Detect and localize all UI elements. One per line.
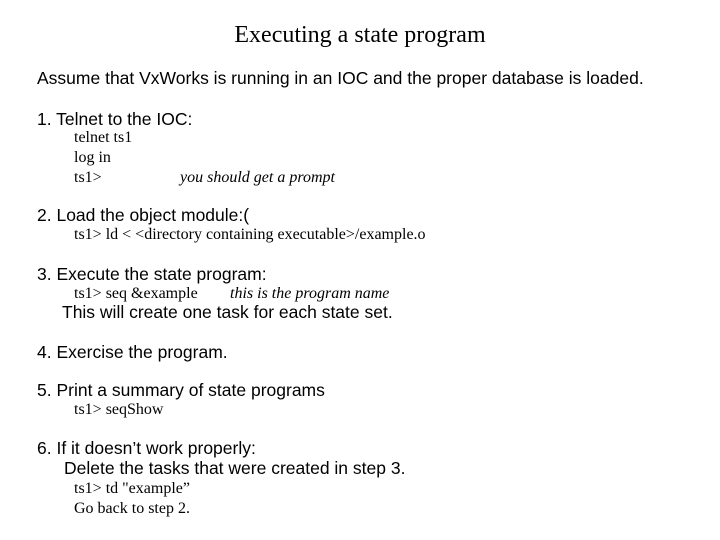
step-3-command: ts1> seq &example [74, 285, 198, 302]
step-3-note: this is the program name [230, 285, 390, 302]
step-2-heading: 2. Load the object module:( [37, 205, 250, 225]
step-4-heading: 4. Exercise the program. [37, 342, 228, 362]
step-3-followup: This will create one task for each state set. [62, 302, 393, 322]
step-6-line-2: Go back to step 2. [74, 500, 190, 517]
step-5-line-1: ts1> seqShow [74, 401, 164, 418]
step-1-line-2: log in [74, 149, 111, 166]
step-6-line-1: ts1> td "example” [74, 480, 190, 497]
step-6-followup: Delete the tasks that were created in step 3. [64, 458, 406, 478]
step-6-heading: 6. If it doesn’t work properly: [37, 438, 256, 458]
step-2-line-1: ts1> ld < <directory containing executable>/example.o [74, 226, 426, 243]
step-1-line-3: ts1> [74, 169, 102, 186]
step-1-heading: 1. Telnet to the IOC: [37, 109, 193, 129]
step-1-note: you should get a prompt [180, 169, 335, 186]
step-3-heading: 3. Execute the state program: [37, 264, 267, 284]
intro-text: Assume that VxWorks is running in an IOC and the proper database is loaded. [37, 68, 644, 88]
step-1-line-1: telnet ts1 [74, 129, 133, 146]
step-5-heading: 5. Print a summary of state programs [37, 380, 325, 400]
slide-title: Executing a state program [234, 22, 486, 48]
